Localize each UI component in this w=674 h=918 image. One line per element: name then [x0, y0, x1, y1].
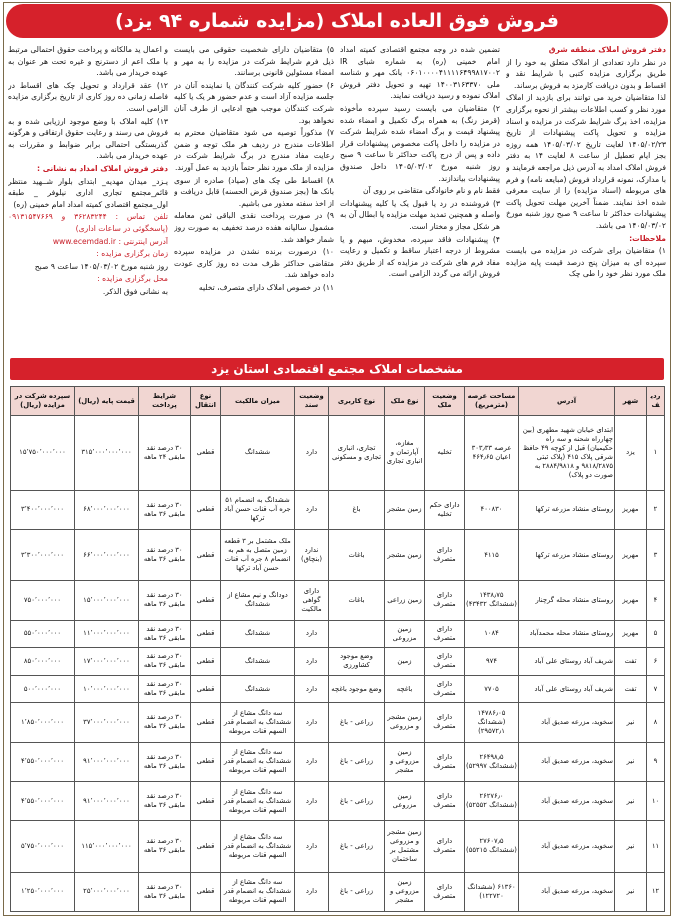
column-header: مساحت عرصه (مترمربع) — [465, 387, 519, 416]
table-cell: سه دانگ مشاع از ششدانگ به انضمام قدر السهم قنات مربوطه — [221, 782, 295, 821]
table-cell: ۲۶۲۷۶٫۰ (ششدانگ ۵۲۵۵۲) — [465, 782, 519, 821]
intro-paragraph: ۸) اقساط طی چک های (صیاد) صادره از سوی بانک ها (بجز صندوق قرض الحسنه) قابل دریافت و از اخذ سفته معذور می باشیم. — [174, 175, 334, 208]
table-row — [11, 675, 665, 703]
table-row — [11, 782, 665, 821]
table-cell: ۱۰٬۰۰۰٬۰۰۰٬۰۰۰ — [75, 675, 139, 703]
table-cell: قطعی — [191, 782, 221, 821]
table-cell: سه دانگ مشاع از ششدانگ به انضمام قدر السهم قنات مربوطه — [221, 703, 295, 742]
table-cell: ۴٬۵۵۰٬۰۰۰٬۰۰۰ — [11, 742, 75, 781]
column-header: وضعیت ملک — [425, 387, 465, 416]
table-cell: باغ — [329, 490, 385, 529]
table-cell: مهریز — [615, 530, 647, 581]
intro-paragraph: در نظر دارد تعدادی از املاک متعلق به خود را از طریق برگزاری مزایده کتبی با شرایط نقد و اقساط و بدون دریافت کارمزد به فروش برساند. — [506, 57, 666, 90]
table-cell: قطعی — [191, 416, 221, 491]
column-header: قیمت پایه (ریال) — [75, 387, 139, 416]
table-cell: ۳۰ درصد نقد مابقی ۳۶ ماهه — [139, 648, 191, 676]
column-header: نوع کاربری — [329, 387, 385, 416]
intro-paragraph: و اعمال ید مالکانه و پرداخت حقوق احتمالی مرتبط با ملک اعم از دسترنج و غیره تحت هر عنوان به عهده خریدار می باشد. — [8, 45, 168, 78]
table-cell: وضع موجود باغچه — [329, 675, 385, 703]
table-cell: ۸۵۰٬۰۰۰٬۰۰۰ — [11, 648, 75, 676]
table-cell: روستای منشاد محله محمدآباد — [519, 620, 615, 648]
table-cell: ۱۴۳۸٫۷۵ (ششدانگ ۴۳۴۳۲) — [465, 581, 519, 620]
column-header: شهر — [615, 387, 647, 416]
table-body — [11, 416, 665, 912]
table-cell: ۱۱ — [647, 821, 665, 872]
table-cell: دارای متصرف — [425, 872, 465, 911]
table-cell: ششدانگ به انضمام ۵۱ جره آب قنات حسن آباد ترکها — [221, 490, 295, 529]
table-row — [11, 648, 665, 676]
table-cell: ۳٬۳۰۰٬۰۰۰٬۰۰۰ — [11, 530, 75, 581]
table-cell: ۷ — [647, 675, 665, 703]
intro-paragraph: لذا متقاضیان خرید می توانند برای بازدید از املاک مورد نظر و کسب اطلاعات بیشتر از نحوه برگزاری مزایده، اخذ برگ شرایط شرکت در مزایده و اسناد مزایده و تحویل پاکت پیشنهادات از تاریخ ۱۴۰۵/۰۲/۲۳ لغایت تاریخ ۱۴۰۵/۰۳/۰۲ همه روزه بجز ایام تعطیل از ساعت ۸ لغایت ۱۴ به دفتر فروش املاک امداد به آدرس ذیل مراجعه فرمایند و با مدارک، نمونه قرارداد فروش (مبایعه نامه) و فرم های مربوطه (اسناد مزایده) را از سایت معرفی شده اخذ نمایند. ضمناً آخرین مهلت تحویل پاکت پیشنهادات حداکثر تا ساعت ۹ صبح روز شنبه مورخ ۱۴۰۵/۰۳/۰۲ می باشد. — [506, 93, 666, 230]
table-cell: زمین مشجر — [385, 490, 425, 529]
intro-column-3 — [174, 44, 334, 354]
intro-paragraph: ۱۲) عقد قرارداد و تحویل چک های اقساط در فاصله زمانی ده روز کاری از تاریخ برگزاری مزایده الزامی است. — [8, 80, 168, 113]
table-cell: قطعی — [191, 581, 221, 620]
table-cell: زراعی - باغ — [329, 821, 385, 872]
table-cell: سه دانگ مشاع از ششدانگ به انضمام قدر السهم قنات مربوطه — [221, 821, 295, 872]
intro-paragraph: روز شنبه مورخ ۱۴۰۵/۰۳/۰۲ ساعت ۹ صبح — [34, 261, 168, 271]
table-cell: دارد — [295, 821, 329, 872]
table-cell: زمین مزروعی — [385, 620, 425, 648]
column-header: ردیف — [647, 387, 665, 416]
table-cell: تفت — [615, 675, 647, 703]
table-cell: سخوید، مزرعه صدیق آباد — [519, 742, 615, 781]
intro-paragraph: به نشانی فوق الذکر. — [102, 286, 168, 296]
table-cell: ششدانگ — [221, 416, 295, 491]
table-cell: ۵۵۰٬۰۰۰٬۰۰۰ — [11, 620, 75, 648]
table-cell: ۱۱٬۰۰۰٬۰۰۰٬۰۰۰ — [75, 620, 139, 648]
table-cell: زمین — [385, 648, 425, 676]
table-cell: باغات — [329, 530, 385, 581]
intro-paragraph: تضمین شده در وجه مجتمع اقتصادی کمیته امداد امام خمینی (ره) به شماره شبای IR ۰۶۰۱۰۰۰۰۴۱۱۱۱۶۴۹۹۸۱۷۰۰۲ بانک مهر و شناسه ملی ۱۴۰۰۳۱۶۳۳۷۰ تهیه و تحویل دفتر فروش املاک نموده و رسید دریافت نمایند. — [340, 45, 500, 101]
table-cell: دارای متصرف — [425, 782, 465, 821]
table-cell: ۳۰ درصد نقد مابقی ۳۶ ماهه — [139, 620, 191, 648]
intro-paragraph: ۱۳) کلیه املاک با وضع موجود ارزیابی شده و به فروش می رسند و رعایت حقوق ارتفاقی و هرگونه گذربستگی احتمالی برابر ضوابط و مقررات به عهده خریدار می باشد. — [8, 116, 168, 161]
table-cell: ۳۰ درصد نقد مابقی ۳۶ ماهه — [139, 821, 191, 872]
intro-paragraph: ۳) فروشنده در رد یا قبول یک یا کلیه پیشنهادات واصله و همچنین تمدید مهلت مزایده یا ابطال آن به هر شکل مجاز و مختار است. — [340, 198, 500, 231]
table-cell: ۲۷۶۰۷٫۵ (ششدانگ ۵۵۲۱۵) — [465, 821, 519, 872]
table-cell: ۱۰۸۴ — [465, 620, 519, 648]
table-cell: ۲۵٬۰۰۰٬۰۰۰٬۰۰۰ — [75, 872, 139, 911]
table-cell: سخوید، مزرعه صدیق آباد — [519, 782, 615, 821]
table-cell: زراعی - باغ — [329, 872, 385, 911]
table-cell: ۸ — [647, 703, 665, 742]
table-cell: ۱٬۸۵۰٬۰۰۰٬۰۰۰ — [11, 703, 75, 742]
intro-column-2 — [340, 44, 500, 354]
table-cell: ۱۴۷۸۶٫۰۵ (ششدانگ ۲۹۵۷۲٫۱) — [465, 703, 519, 742]
table-cell: ۲ — [647, 490, 665, 529]
column-header: نوع ملک — [385, 387, 425, 416]
intro-paragraph: آدرس اینترنتی : www.ecemdad.ir — [52, 236, 168, 246]
table-cell: دارد — [295, 620, 329, 648]
table-cell: سه دانگ مشاع از ششدانگ به انضمام قدر السهم قنات مربوطه — [221, 742, 295, 781]
table-title: مشخصات املاک مجتمع اقتصادی استان یزد — [10, 358, 664, 380]
table-cell: قطعی — [191, 703, 221, 742]
table-cell: ۱٬۲۵۰٬۰۰۰٬۰۰۰ — [11, 872, 75, 911]
table-cell: دارای متصرف — [425, 742, 465, 781]
table-cell: زمین مشجر — [385, 530, 425, 581]
table-cell: سه دانگ مشاع از ششدانگ به انضمام قدر السهم قنات مربوطه — [221, 872, 295, 911]
table-row — [11, 581, 665, 620]
table-cell: زمین مزروعی — [385, 782, 425, 821]
column-header: آدرس — [519, 387, 615, 416]
intro-paragraph: ۱۰) درصورت برنده نشدن در مزایده سپرده متقاضی حداکثر ظرف مدت ده روز کاری عودت داده خواهد شد. — [174, 247, 334, 280]
table-cell: دارد — [295, 782, 329, 821]
table-cell: دارد — [295, 703, 329, 742]
table-cell: ۵۰۰٬۰۰۰٬۰۰۰ — [11, 675, 75, 703]
table-row — [11, 620, 665, 648]
table-cell: زمین مشجر و مزروعی — [385, 703, 425, 742]
table-cell: سخوید، مزرعه صدیق آباد — [519, 872, 615, 911]
table-cell: ۳۰ درصد نقد مابقی ۳۶ ماهه — [139, 490, 191, 529]
intro-column-4 — [8, 44, 168, 354]
table-cell: ۳۱۵٬۰۰۰٬۰۰۰٬۰۰۰ — [75, 416, 139, 491]
table-cell: ۹۷۴ — [465, 648, 519, 676]
table-cell: ششدانگ — [221, 648, 295, 676]
table-cell: قطعی — [191, 530, 221, 581]
table-cell: قطعی — [191, 620, 221, 648]
table-cell: عرصه ۳۰۳٫۳۳ اعیان ۴۶۴٫۶۵ — [465, 416, 519, 491]
table-cell: ندارد (بنچاق) — [295, 530, 329, 581]
table-row — [11, 416, 665, 491]
table-cell: ابتدای خیابان شهید مطهری (بین چهارراه شحنه و سه راه حکیمیان) قبل از کوچه ۴۹ حافظ شرقی پلاک ۴۱۵ (پلاک ثبتی ۹۸۱۸/۲۸۷۵ و ۲۸۸۴/۹۸۱۸ به صورت دو پلاک) — [519, 416, 615, 491]
column-header: سپرده شرکت در مزایده (ریال) — [11, 387, 75, 416]
table-cell: سخوید، مزرعه صدیق آباد — [519, 703, 615, 742]
table-cell: دارای متصرف — [425, 703, 465, 742]
table-cell: زمین زراعی — [385, 581, 425, 620]
table-cell: ۱۲ — [647, 872, 665, 911]
table-cell: باغات — [329, 581, 385, 620]
table-cell: روستای منشاد مزرعه ترکها — [519, 530, 615, 581]
table-cell: نیر — [615, 782, 647, 821]
table-cell: قطعی — [191, 742, 221, 781]
table-cell: ۳۰ درصد نقد مابقی ۳۶ ماهه — [139, 782, 191, 821]
table-cell: ۳۰ درصد نقد مابقی ۳۶ ماهه — [139, 703, 191, 742]
table-cell: ۱۵٬۷۵۰٬۰۰۰٬۰۰۰ — [11, 416, 75, 491]
table-cell: ۳۷٬۰۰۰٬۰۰۰٬۰۰۰ — [75, 703, 139, 742]
table-row — [11, 742, 665, 781]
table-cell: ۷۷۰۵ — [465, 675, 519, 703]
intro-paragraph: ۲) متقاضیان می بایست رسید سپرده مأخوذه (قرمز رنگ) به همراه برگ تکمیل و امضاء شده پیشنهاد قیمت و برگ امضاء شده شرایط شرکت در مزایده را داخل پاکت مخصوص پیشنهادات قرار داده و پس از درج پاکت حداکثر تا ساعت ۹ صبح روز شنبه مورخ ۱۴۰۵/۰۳/۰۲ داخل صندوق پیشنهادات بیاندازند. — [340, 103, 500, 183]
table-cell: ۴۰۰۸۳۰ — [465, 490, 519, 529]
table-cell: روستای منشاد مزرعه ترکها — [519, 490, 615, 529]
properties-table — [10, 386, 665, 912]
table-cell: ۳ — [647, 530, 665, 581]
intro-paragraph: ۴) پیشنهادات فاقد سپرده، مخدوش، مبهم و یا مشروط از درجه اعتبار ساقط و تکمیل و رعایت مفاد فرم های شرکت در مزایده که از طریق دفتر فروش ارائه می گردد الزامی است. — [340, 234, 500, 279]
intro-paragraph: ۱۱) در خصوص املاک دارای متصرف، تخلیه — [198, 282, 334, 292]
table-cell: قطعی — [191, 648, 221, 676]
column-header: میزان مالکیت — [221, 387, 295, 416]
table-cell: زمین مشجر و مزروعی مشتمل بر ساختمان — [385, 821, 425, 872]
table-cell — [329, 620, 385, 648]
table-cell: ۳۰ درصد نقد مابقی ۳۶ ماهه — [139, 872, 191, 911]
table-header-row — [11, 387, 665, 416]
table-cell: شریف آباد روستای علی آباد — [519, 648, 615, 676]
table-cell: نیر — [615, 703, 647, 742]
table-cell: باغچه — [385, 675, 425, 703]
table-cell: ۱ — [647, 416, 665, 491]
intro-paragraph: محل برگزاری مزایده : — [97, 274, 168, 284]
table-cell: شریف آباد روستای علی آباد — [519, 675, 615, 703]
table-cell: ششدانگ — [221, 675, 295, 703]
table-cell: ۹۱٬۰۰۰٬۰۰۰٬۰۰۰ — [75, 782, 139, 821]
table-cell: تجاری، انباری تجاری و مسکونی — [329, 416, 385, 491]
table-cell: دارد — [295, 648, 329, 676]
table-cell: ۶۸٬۰۰۰٬۰۰۰٬۰۰۰ — [75, 490, 139, 529]
table-cell: دارد — [295, 490, 329, 529]
table-cell: دارای متصرف — [425, 530, 465, 581]
table-cell: ملک مشتمل بر ۳ قطعه زمین متصل به هم به انضمام ۸ جره آب قنات حسن آباد ترکها — [221, 530, 295, 581]
table-cell: ۹ — [647, 742, 665, 781]
table-cell: تفت — [615, 648, 647, 676]
table-row — [11, 872, 665, 911]
table-row — [11, 530, 665, 581]
column-header: شرایط پرداخت — [139, 387, 191, 416]
table-cell: دارد — [295, 742, 329, 781]
table-row — [11, 490, 665, 529]
table-cell: ۱۷٬۰۰۰٬۰۰۰٬۰۰۰ — [75, 648, 139, 676]
intro-column-1 — [506, 44, 666, 354]
table-cell: سخوید، مزرعه صدیق آباد — [519, 821, 615, 872]
table-cell: ۴٬۵۵۰٬۰۰۰٬۰۰۰ — [11, 782, 75, 821]
intro-columns — [8, 44, 666, 354]
table-cell: دارای متصرف — [425, 648, 465, 676]
ad-title-banner: فروش فوق العاده املاک (مزایده شماره ۹۴ یزد) — [6, 4, 668, 38]
table-cell: قطعی — [191, 872, 221, 911]
table-cell: ۳٬۴۰۰٬۰۰۰٬۰۰۰ — [11, 490, 75, 529]
table-cell: ۱۰ — [647, 782, 665, 821]
table-cell: دارای متصرف — [425, 821, 465, 872]
intro-paragraph: ۵) متقاضیان دارای شخصیت حقوقی می بایست ذیل فرم شرایط شرکت در مزایده را به مهر و امضاء مسئولین قانونی برسانند. — [174, 45, 334, 78]
intro-paragraph: ۷) مذکوراً توصیه می شود متقاضیان محترم به اطلاعات مندرج در ردیف هر ملک توجه و ضمن رعایت مفاد مندرج در برگ شرایط شرکت در مزایده از ملک مورد نظر حتماً بازدید به عمل آورند. — [174, 128, 334, 172]
table-cell: ۱۱۵٬۰۰۰٬۰۰۰٬۰۰۰ — [75, 821, 139, 872]
table-cell: قطعی — [191, 675, 221, 703]
table-cell: ۵ — [647, 620, 665, 648]
table-cell: دارد — [295, 872, 329, 911]
table-cell: یزد — [615, 416, 647, 491]
table-cell: ۱۵٬۰۰۰٬۰۰۰٬۰۰۰ — [75, 581, 139, 620]
table-cell: روستای منشاد محله گرچنار — [519, 581, 615, 620]
table-cell: نیر — [615, 872, 647, 911]
table-cell: ۴۱۱۵ — [465, 530, 519, 581]
table-cell: ۶ — [647, 648, 665, 676]
table-cell: ۴ — [647, 581, 665, 620]
column-header: نوع انتقال — [191, 387, 221, 416]
intro-paragraph: زمان برگزاری مزایده : — [96, 249, 168, 259]
table-cell: ۳۰ درصد نقد مابقی ۳۶ ماهه — [139, 675, 191, 703]
table-cell: دارای متصرف — [425, 581, 465, 620]
table-cell: تخلیه — [425, 416, 465, 491]
table-cell: دارای گواهی مالکیت — [295, 581, 329, 620]
intro-paragraph: فقط نام و نام خانوادگی متقاضی بر روی آن — [363, 186, 500, 196]
intro-paragraph: دفتر فروش املاک منطقه شرق — [548, 45, 666, 54]
intro-paragraph: ۶) حضور کلیه شرکت کنندگان یا نماینده آنان در جلسه مزایده آزاد است و عدم حضور هر یک یا کلیه شرکت کنندگان موجب هیچ ادعایی از طرف آنان نخواهد بود. — [174, 80, 334, 125]
table-cell: قطعی — [191, 821, 221, 872]
table-cell: ۳۰ درصد نقد مابقی ۲۴ ماهه — [139, 416, 191, 491]
table-cell: زراعی - باغ — [329, 782, 385, 821]
table-cell: ۶۶٬۰۰۰٬۰۰۰٬۰۰۰ — [75, 530, 139, 581]
table-cell: دارد — [295, 416, 329, 491]
table-cell: وضع موجود کشاورزی — [329, 648, 385, 676]
column-header: وضعیت سند — [295, 387, 329, 416]
table-row — [11, 821, 665, 872]
table-cell: مهریز — [615, 490, 647, 529]
intro-paragraph: ۹) در صورت پرداخت نقدی الباقی ثمن معامله مشمول سالیانه هفده درصد تخفیف به صورت روز شمار خواهد شد. — [174, 211, 334, 244]
table-cell: مغازه، آپارتمان و انباری تجاری — [385, 416, 425, 491]
table-cell: ۹۱٬۰۰۰٬۰۰۰٬۰۰۰ — [75, 742, 139, 781]
table-cell: نیر — [615, 821, 647, 872]
table-cell: نیر — [615, 742, 647, 781]
table-cell: ۲۶۴۹۸٫۵ (ششدانگ ۵۲۹۹۷) — [465, 742, 519, 781]
table-cell: دارای متصرف — [425, 620, 465, 648]
table-cell: زمین مزروعی و مشجر — [385, 742, 425, 781]
table-cell: ۶۱۳۶۰ (ششدانگ ۱۲۲۷۲۰) — [465, 872, 519, 911]
table-cell: مهریز — [615, 581, 647, 620]
table-cell: زمین مزروعی و مشجر — [385, 872, 425, 911]
intro-paragraph: ۱) متقاضیان برای شرکت در مزایده می بایست سپرده ای به میزان پنج درصد قیمت پایه مزایده ملک مورد نظر خود را طی چک — [506, 246, 666, 279]
intro-paragraph: تلفن تماس : ۳۶۲۸۳۲۴۴ و ۰۹۱۳۱۵۴۷۶۶۹ (پاسخگوئی در ساعات اداری) — [8, 212, 168, 233]
table-cell: دودانگ و نیم مشاع از ششدانگ — [221, 581, 295, 620]
table-cell: ۳۰ درصد نقد مابقی ۳۶ ماهه — [139, 530, 191, 581]
table-cell: دارد — [295, 675, 329, 703]
table-cell: ۵٬۷۵۰٬۰۰۰٬۰۰۰ — [11, 821, 75, 872]
table-cell: دارای حکم تخلیه — [425, 490, 465, 529]
table-cell: زراعی - باغ — [329, 742, 385, 781]
table-cell: زراعی - باغ — [329, 703, 385, 742]
intro-paragraph: ملاحظات: — [629, 233, 666, 243]
table-cell: قطعی — [191, 490, 221, 529]
table-cell: ۷۵۰٬۰۰۰٬۰۰۰ — [11, 581, 75, 620]
intro-paragraph: دفتر فروش املاک امداد به نشانی : — [37, 163, 168, 173]
table-row — [11, 703, 665, 742]
intro-paragraph: یـزد_ میدان مهدیه_ ابتدای بلوار شــهید منتظر قائم_مجتمع تجاری اداری نیلوفر _ طبقه اول_مجتمع اقتصادی کمیته امداد امام خمینی (ره) — [8, 176, 168, 209]
table-cell: دارای متصرف — [425, 675, 465, 703]
table-cell: مهریز — [615, 620, 647, 648]
table-cell: ۳۰ درصد نقد مابقی ۳۶ ماهه — [139, 742, 191, 781]
table-cell: ۳۰ درصد نقد مابقی ۳۶ ماهه — [139, 581, 191, 620]
table-cell: ششدانگ — [221, 620, 295, 648]
